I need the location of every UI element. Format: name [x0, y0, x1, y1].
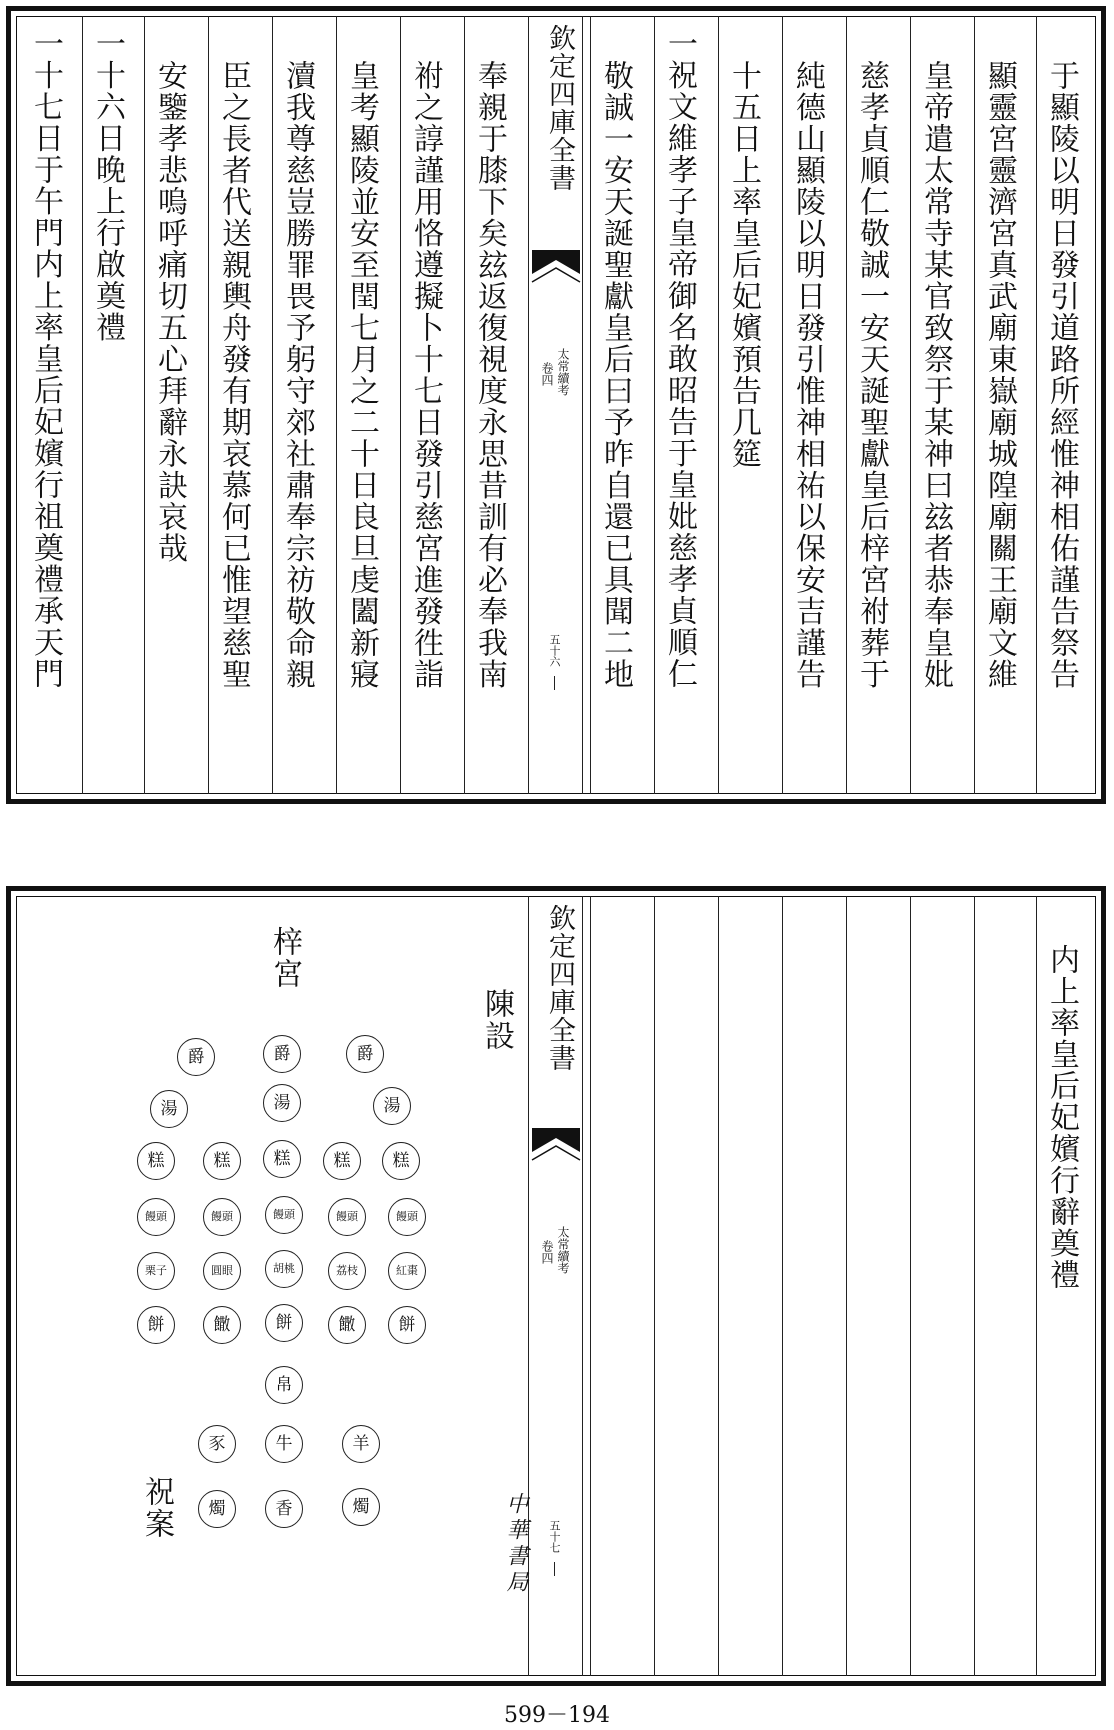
offering-circle: 饅頭 — [137, 1198, 175, 1236]
table-label: 祝案 — [139, 1476, 174, 1540]
coffin-label: 梓宮 — [267, 926, 302, 990]
col-rule — [590, 16, 591, 794]
col-rule — [654, 896, 655, 1676]
offering-circle: 饅頭 — [328, 1198, 366, 1236]
text-column: 奉親于膝下矣玆返復視度永思昔訓有必奉我南 — [472, 60, 507, 690]
offering-circle: 湯 — [150, 1090, 188, 1128]
top-center-gutter — [528, 16, 584, 794]
col-rule — [718, 16, 719, 794]
offering-circle: 爵 — [346, 1035, 384, 1073]
col-rule — [846, 16, 847, 794]
text-column: 十五日上率皇后妃嬪預告几筵 — [726, 60, 761, 470]
text-column: 于顯陵以明日發引道路所經惟神相佑謹告祭告 — [1044, 60, 1079, 690]
offering-circle: 饅頭 — [203, 1198, 241, 1236]
page-number: 599－194 — [504, 1703, 610, 1728]
col-rule — [910, 16, 911, 794]
offering-circle: 帛 — [265, 1366, 303, 1404]
fish-tail-mark — [530, 244, 582, 292]
offering-circle: 糕 — [137, 1142, 175, 1180]
gutter-rule-right — [582, 16, 583, 794]
folio-tick — [554, 1562, 555, 1576]
offering-circle: 紅棗 — [388, 1252, 426, 1290]
offering-circle: 爵 — [263, 1035, 301, 1073]
text-column: 慈孝貞順仁敬誠一安天誕聖獻皇后梓宮祔葬于 — [854, 60, 889, 690]
bottom-center-gutter — [528, 896, 584, 1676]
col-rule — [1036, 896, 1037, 1676]
col-rule — [336, 16, 337, 794]
offering-circle: 香 — [265, 1490, 303, 1528]
book-title: 欽定四庫全書 — [544, 24, 575, 192]
col-rule — [846, 896, 847, 1676]
section-heading: 内上率皇后妃嬪行辭奠禮 — [1044, 944, 1079, 1291]
folio-number: 五十七 — [548, 1520, 561, 1553]
col-rule — [144, 16, 145, 794]
offering-circle: 栗子 — [137, 1252, 175, 1290]
offering-circle: 牛 — [265, 1425, 303, 1463]
juan-label: 卷四 — [540, 362, 554, 386]
offering-circle: 爵 — [177, 1038, 215, 1076]
offering-circle: 燭 — [342, 1488, 380, 1526]
offering-circle: 餅 — [265, 1304, 303, 1342]
gutter-rule-right — [582, 896, 583, 1676]
col-rule — [718, 896, 719, 1676]
col-rule — [272, 16, 273, 794]
volume-label: 太常續考 — [556, 348, 570, 396]
text-column: 一十七日于午門内上率皇后妃嬪行祖奠禮承天門 — [28, 28, 63, 690]
volume-label: 太常續考 — [556, 1226, 570, 1274]
text-column: 皇考顯陵並安至閏七月之二十日良旦虔闔新寢 — [344, 60, 379, 690]
offering-circle: 糕 — [323, 1142, 361, 1180]
offering-circle: 荔枝 — [328, 1252, 366, 1290]
text-column: 敬誠一安天誕聖獻皇后曰予昨自還已具聞二地 — [598, 60, 633, 690]
col-rule — [464, 16, 465, 794]
offering-circle: 湯 — [373, 1087, 411, 1125]
juan-label: 卷四 — [540, 1240, 554, 1264]
text-column: 臣之長者代送親輿舟發有期哀慕何已惟望慈聖 — [216, 60, 251, 690]
text-column: 安鑒孝悲嗚呼痛切五心拜辭永訣哀哉 — [152, 60, 187, 564]
offering-circle: 羊 — [342, 1425, 380, 1463]
offering-circle: 豕 — [198, 1425, 236, 1463]
section-label: 陳設 — [479, 988, 514, 1052]
offering-circle: 糕 — [382, 1142, 420, 1180]
folio-number: 五十六 — [548, 634, 561, 667]
col-rule — [910, 896, 911, 1676]
offering-circle: 胡桃 — [265, 1250, 303, 1288]
col-rule — [974, 896, 975, 1676]
text-column: 皇帝遣太常寺某官致祭于某神曰玆者恭奉皇妣 — [918, 60, 953, 690]
col-rule — [82, 16, 83, 794]
col-rule — [1036, 16, 1037, 794]
text-column: 瀆我尊慈豈勝罪畏予躬守郊社肅奉宗祊敬命親 — [280, 60, 315, 690]
col-rule — [974, 16, 975, 794]
offering-circle: 湯 — [263, 1084, 301, 1122]
col-rule — [208, 16, 209, 794]
text-column: 一十六日晚上行啟奠禮 — [90, 28, 125, 343]
offering-circle: 饅頭 — [265, 1196, 303, 1234]
offering-circle: 饊 — [203, 1306, 241, 1344]
book-title: 欽定四庫全書 — [544, 904, 575, 1072]
offering-circle: 圓眼 — [203, 1252, 241, 1290]
offering-circle: 糕 — [263, 1140, 301, 1178]
text-column: 顯靈宮靈濟宮真武廟東嶽廟城隍廟關王廟文維 — [982, 60, 1017, 690]
offering-circle: 饅頭 — [388, 1198, 426, 1236]
text-column: 一祝文維孝子皇帝御名敢昭告于皇妣慈孝貞順仁 — [662, 28, 697, 690]
offering-circle: 燭 — [198, 1490, 236, 1528]
offering-circle: 饊 — [328, 1306, 366, 1344]
text-column: 祔之諄謹用恪遵擬卜十七日發引慈宮進發徃詣 — [408, 60, 443, 690]
fish-tail-mark — [530, 1122, 582, 1170]
col-rule — [654, 16, 655, 794]
publisher-stamp: 中華書局 — [503, 1492, 528, 1596]
bottom-page — [0, 880, 1114, 1690]
offering-circle: 餅 — [388, 1306, 426, 1344]
offering-circle: 餅 — [137, 1306, 175, 1344]
gutter-rule-left — [528, 16, 529, 794]
col-rule — [782, 16, 783, 794]
top-page — [0, 0, 1114, 810]
text-column: 純德山顯陵以明日發引惟神相祐以保安吉謹告 — [790, 60, 825, 690]
offering-circle: 糕 — [203, 1142, 241, 1180]
col-rule — [400, 16, 401, 794]
folio-tick — [554, 676, 555, 690]
col-rule — [782, 896, 783, 1676]
col-rule — [590, 896, 591, 1676]
